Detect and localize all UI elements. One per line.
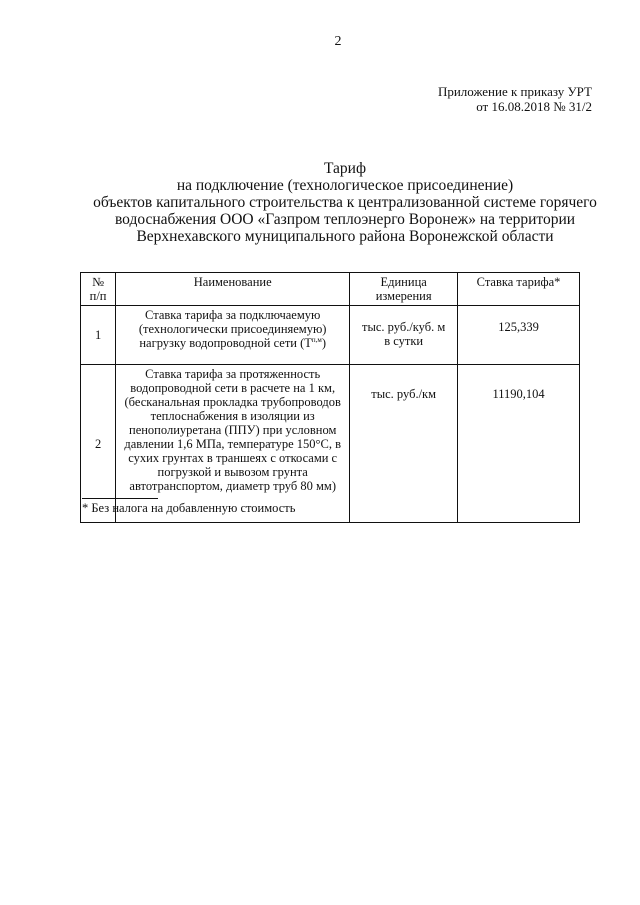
table-row — [81, 306, 580, 365]
row-name-line: Ставка тарифа за подключаемую — [145, 308, 321, 322]
title-line-3: объектов капитального строительства к централизованной системе горячего — [93, 194, 597, 211]
appendix-reference — [438, 84, 592, 114]
footnote-divider — [82, 498, 158, 499]
row-name-text: нагрузку водопроводной сети (Т — [139, 336, 312, 350]
header-num-line-1: № — [92, 275, 105, 289]
row-rate: 11190,104 — [458, 365, 580, 523]
header-num-line-2: п/п — [89, 289, 107, 303]
row-unit: тыс. руб./км — [350, 365, 458, 523]
tariff-table — [80, 272, 580, 523]
header-unit — [350, 273, 458, 306]
superscript: п,м — [311, 335, 322, 344]
row-unit-line: в сутки — [384, 334, 424, 348]
header-num — [81, 273, 116, 306]
header-rate: Ставка тарифа* — [458, 273, 580, 306]
row-name-line: пенополиуретана (ППУ) при условном — [129, 423, 337, 437]
row-name-line — [119, 336, 346, 350]
row-name-line: водопроводной сети в расчете на 1 км, — [130, 381, 336, 395]
header-name: Наименование — [116, 273, 350, 306]
row-num: 2 — [81, 365, 116, 523]
row-name-line: (бесканальная прокладка трубопроводов — [124, 395, 341, 409]
row-name-line: автотранспортом, диаметр труб 80 мм) — [129, 479, 336, 493]
appendix-line-2: от 16.08.2018 № 31/2 — [476, 99, 592, 114]
document-title — [60, 160, 630, 245]
row-name-line: теплоснабжения в изоляции из — [150, 409, 315, 423]
row-name-line: давлении 1,6 МПа, температуре 150°С, в — [124, 437, 342, 451]
row-num: 1 — [81, 306, 116, 365]
row-rate: 125,339 — [458, 306, 580, 365]
row-unit — [350, 306, 458, 365]
header-unit-line-1: Единица — [380, 275, 427, 289]
title-line-5: Верхнехавского муниципального района Воронежской области — [136, 228, 554, 245]
row-name — [116, 306, 350, 365]
footnote: * Без налога на добавленную стоимость — [82, 501, 296, 515]
title-line-2: на подключение (технологическое присоединение) — [176, 177, 514, 194]
appendix-line-1: Приложение к приказу УРТ — [437, 84, 592, 99]
title-line-1: Тариф — [323, 160, 367, 177]
row-name-line: погрузкой и вывозом грунта — [157, 465, 308, 479]
header-unit-line-2: измерения — [375, 289, 432, 303]
row-unit-line: тыс. руб./куб. м — [362, 320, 446, 334]
row-name-line: Ставка тарифа за протяженность — [145, 367, 321, 381]
page-number: 2 — [334, 34, 342, 49]
row-name-line: (технологически присоединяемую) — [138, 322, 327, 336]
row-name-text: ) — [321, 336, 327, 350]
title-line-4: водоснабжения ООО «Газпром теплоэнерго Воронеж» на территории — [114, 211, 576, 228]
table-header-row — [81, 273, 580, 306]
row-name-line: сухих грунтах в траншеях с откосами с — [128, 451, 338, 465]
